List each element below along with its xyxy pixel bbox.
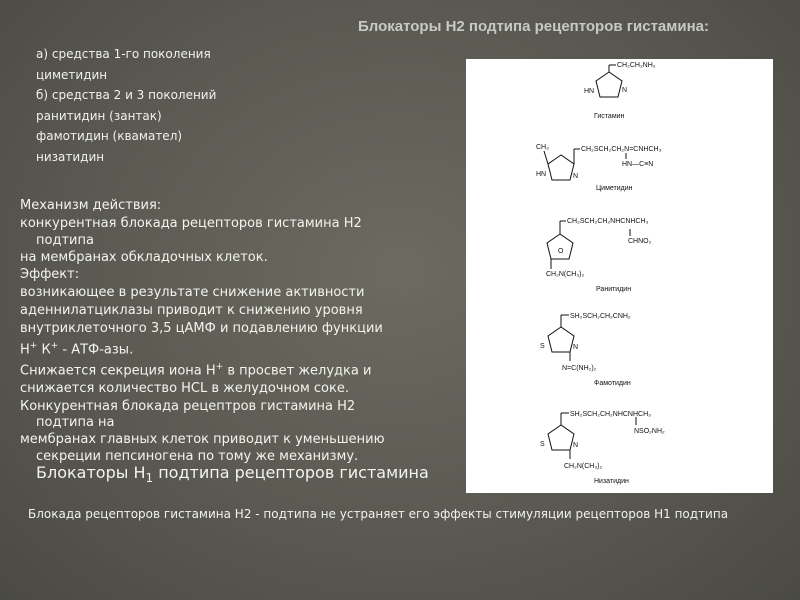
cimetidine-ch3: CH₃ <box>536 144 549 151</box>
text-fragment: Н <box>20 341 30 357</box>
mechanism-text <box>20 197 385 465</box>
bottom-note: Блокада рецепторов гистамина Н2 - подтипа не устраняет его эффекты стимуляции рецепторов Н1 подтипа <box>28 507 729 521</box>
cimetidine-hn: HN <box>536 171 547 178</box>
effect-heading: Эффект: <box>20 267 80 283</box>
text-line: аденнилатциклазы приводит к снижению уровня <box>20 302 363 318</box>
ranitidine-o: O <box>558 248 564 255</box>
famotidine-name: Фамотидин <box>594 380 631 387</box>
list-item: циметидин <box>36 67 108 82</box>
list-item: низатидин <box>36 149 105 164</box>
histamine-ring <box>596 72 622 97</box>
famotidine-guanidine: N=C(NH₂)₂ <box>562 365 597 372</box>
superscript: + <box>29 340 38 351</box>
superscript: + <box>50 340 59 351</box>
nizatidine-amine: CH₂N(CH₃)₂ <box>564 463 603 470</box>
text-line: секреции пепсиногена по тому же механизму. <box>36 449 359 465</box>
text-fragment: подтипа рецепторов гистамина <box>153 463 429 482</box>
text-fragment: - АТФ-азы. <box>58 341 134 357</box>
nizatidine-name: Низатидин <box>594 478 629 485</box>
text-line: мембранах главных клеток приводит к уменьшению <box>20 432 385 448</box>
cimetidine-chain: CH₂SCH₂CH₂N=CNHCH₃ <box>581 146 662 153</box>
ranitidine-amine: CH₂N(CH₃)₂ <box>546 271 585 278</box>
ranitidine-branch: CHNO₂ <box>628 238 652 245</box>
text-line: на мембранах обкладочных клеток. <box>20 249 268 265</box>
subscript: 1 <box>145 471 154 486</box>
text-line: конкурентная блокада рецепторов гистамина Н2 <box>20 215 362 231</box>
nizatidine-n: N <box>573 442 579 449</box>
superscript: + <box>215 361 224 372</box>
generation-list <box>36 44 216 167</box>
ranitidine-ring <box>547 234 573 259</box>
nizatidine-ring <box>548 425 574 450</box>
famotidine-chain: SH₂SCH₂CH₂CNH₂ <box>570 313 631 320</box>
famotidine-ring <box>548 327 574 352</box>
list-item: б) средства 2 и 3 поколений <box>36 88 217 102</box>
chemical-structures-panel <box>466 59 773 493</box>
text-fragment: Снижается секреция иона Н <box>20 363 216 379</box>
text-fragment: в просвет желудка и <box>223 363 372 379</box>
cimetidine-name: Циметидин <box>596 185 633 192</box>
nizatidine-chain: SH₂SCH₂CH₂NHCNHCH₃ <box>570 411 652 418</box>
text-line: подтипа <box>36 232 94 248</box>
text-line: подтипа на <box>36 415 115 431</box>
structures-svg <box>466 59 773 493</box>
nizatidine-s: S <box>540 441 545 448</box>
text-line: внутриклеточного 3,5 цАМФ и подавлению функции <box>20 320 383 336</box>
text-fragment: К <box>37 341 51 357</box>
ranitidine-name: Ранитидин <box>596 286 632 293</box>
cimetidine-n: N <box>573 173 579 180</box>
cimetidine-ring <box>548 155 574 180</box>
mechanism-heading: Механизм действия: <box>20 198 162 213</box>
nizatidine-branch: NSO₂NH₂ <box>634 428 665 435</box>
list-item: а) средства 1-го поколения <box>36 47 211 61</box>
histamine-chain: CH₂CH₂NH₂ <box>617 62 656 69</box>
histamine-hn: HN <box>584 88 595 95</box>
list-item: ранитидин (зантак) <box>36 108 162 123</box>
slide-title: Блокаторы Н2 подтипа рецепторов гистамина: <box>358 18 709 35</box>
histamine-n: N <box>622 87 628 94</box>
text-line <box>20 338 385 359</box>
histamine-name: Гистамин <box>594 113 625 120</box>
text-line: Конкурентная блокада рецептров гистамина Н2 <box>20 398 356 414</box>
text-line: снижается количество HCL в желудочном соке. <box>20 380 349 396</box>
text-line <box>20 359 385 380</box>
h1-blockers-heading <box>36 463 429 485</box>
cimetidine-branch: HN—C≡N <box>622 161 654 168</box>
famotidine-n: N <box>573 344 579 351</box>
list-item: фамотидин (квамател) <box>36 129 183 143</box>
text-line: возникающее в результате снижение активности <box>20 285 365 301</box>
famotidine-s: S <box>540 343 545 350</box>
ranitidine-chain: CH₂SCH₂CH₂NHCNHCH₃ <box>567 218 649 225</box>
text-fragment: Блокаторы Н <box>36 463 146 482</box>
